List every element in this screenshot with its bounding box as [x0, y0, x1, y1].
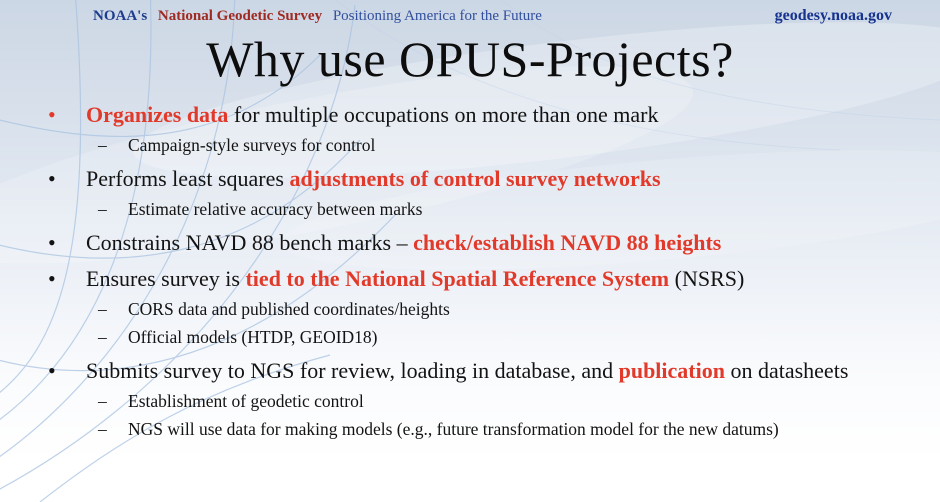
bullet-marker: •	[48, 358, 56, 383]
plain-text: Ensures survey is	[86, 266, 246, 291]
sub-bullet-item	[0, 388, 920, 414]
bullet-item	[0, 228, 920, 258]
bullet-text	[128, 132, 375, 158]
emphasis-text: tied to the National Spatial Reference System	[245, 266, 670, 291]
emphasis-text: publication	[618, 358, 725, 383]
sub-bullet-item	[0, 296, 920, 322]
dash-marker: –	[98, 199, 107, 219]
bullet-marker: •	[48, 166, 56, 191]
bullet-list	[0, 100, 920, 442]
emphasis-text: check/establish NAVD 88 heights	[413, 230, 722, 255]
plain-text: Official models (HTDP, GEOID18)	[128, 327, 378, 347]
agency-name: National Geodetic Survey	[157, 8, 323, 24]
slide-title: Why use OPUS-Projects?	[206, 31, 734, 87]
emphasis-text: Organizes data	[86, 102, 229, 127]
dash-marker: –	[98, 327, 107, 347]
bullet-marker: •	[48, 102, 56, 127]
bullet-text	[86, 356, 848, 386]
sub-bullet-item	[0, 132, 920, 158]
plain-text: Estimate relative accuracy between marks	[128, 199, 423, 219]
bullet-text	[86, 164, 661, 194]
bullet-text	[128, 324, 378, 350]
plain-text: (NSRS)	[669, 266, 745, 291]
plain-text: Constrains NAVD 88 bench marks –	[86, 230, 414, 255]
plain-text: for multiple occupations on more than one mark	[228, 102, 659, 127]
bullet-item	[0, 356, 920, 386]
agency-tagline: Positioning America for the Future	[332, 8, 542, 24]
plain-text: Establishment of geodetic control	[128, 391, 364, 411]
bullet-item	[0, 264, 920, 294]
noaa-label: NOAA's	[93, 8, 148, 24]
sub-bullet-item	[0, 324, 920, 350]
dash-marker: –	[98, 419, 107, 439]
emphasis-text: adjustments of control survey networks	[289, 166, 661, 191]
dash-marker: –	[98, 391, 107, 411]
plain-text: Performs least squares	[86, 166, 290, 191]
plain-text: Submits survey to NGS for review, loading in database, and	[86, 358, 619, 383]
bullet-text	[128, 388, 364, 414]
dash-marker: –	[98, 299, 107, 319]
plain-text: on datasheets	[724, 358, 849, 383]
bullet-text	[128, 416, 779, 442]
bullet-text	[128, 296, 450, 322]
bullet-marker: •	[48, 266, 56, 291]
bullet-text	[86, 228, 721, 258]
sub-bullet-item	[0, 196, 920, 222]
plain-text: NGS will use data for making models (e.g., future transformation model for the new datums)	[128, 419, 779, 439]
plain-text: CORS data and published coordinates/heights	[128, 299, 450, 319]
bullet-item	[0, 100, 920, 130]
bullet-text	[86, 264, 744, 294]
sub-bullet-item	[0, 416, 920, 442]
dash-marker: –	[98, 135, 107, 155]
bullet-text	[86, 100, 659, 130]
bullet-text	[128, 196, 422, 222]
agency-banner	[93, 8, 549, 25]
bullet-marker: •	[48, 230, 56, 255]
geodesy-url: geodesy.noaa.gov	[774, 7, 892, 24]
plain-text: Campaign-style surveys for control	[128, 135, 376, 155]
slide-header	[0, 7, 940, 25]
bullet-item	[0, 164, 920, 194]
